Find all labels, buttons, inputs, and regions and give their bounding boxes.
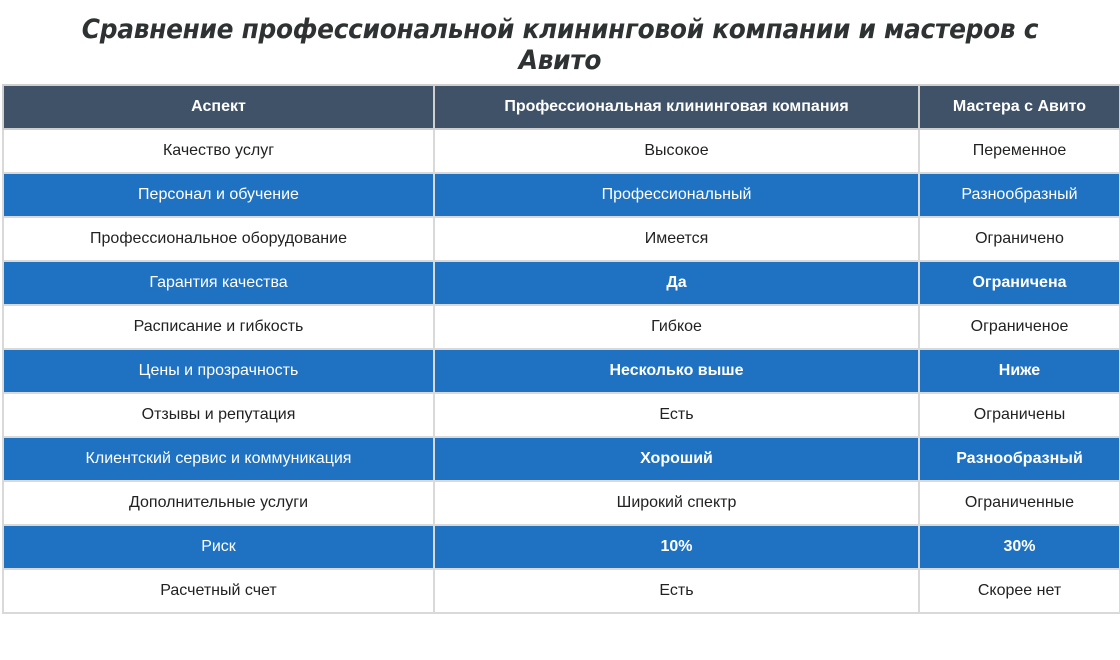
table-row — [3, 437, 1120, 481]
header-company: Профессиональная клининговая компания — [434, 85, 919, 129]
table-row — [3, 569, 1120, 613]
cell-aspect: Гарантия качества — [3, 261, 434, 305]
header-aspect: Аспект — [3, 85, 434, 129]
cell-aspect: Персонал и обучение — [3, 173, 434, 217]
cell-aspect: Цены и прозрачность — [3, 349, 434, 393]
cell-company: Профессиональный — [434, 173, 919, 217]
table-row — [3, 217, 1120, 261]
cell-avito: Ниже — [919, 349, 1120, 393]
cell-avito: Ограниченое — [919, 305, 1120, 349]
cell-company: Гибкое — [434, 305, 919, 349]
cell-company: Широкий спектр — [434, 481, 919, 525]
cell-avito: Ограниченные — [919, 481, 1120, 525]
cell-avito: Переменное — [919, 129, 1120, 173]
cell-avito: Разнообразный — [919, 173, 1120, 217]
cell-avito: Разнообразный — [919, 437, 1120, 481]
table-row — [3, 481, 1120, 525]
cell-aspect: Профессиональное оборудование — [3, 217, 434, 261]
cell-aspect: Расписание и гибкость — [3, 305, 434, 349]
cell-aspect: Отзывы и репутация — [3, 393, 434, 437]
table-row — [3, 305, 1120, 349]
cell-aspect: Риск — [3, 525, 434, 569]
cell-company: Да — [434, 261, 919, 305]
table-row — [3, 393, 1120, 437]
table-body — [3, 129, 1120, 613]
cell-company: Имеется — [434, 217, 919, 261]
cell-company: Есть — [434, 569, 919, 613]
cell-avito: Скорее нет — [919, 569, 1120, 613]
cell-aspect: Клиентский сервис и коммуникация — [3, 437, 434, 481]
table-row — [3, 349, 1120, 393]
cell-aspect: Качество услуг — [3, 129, 434, 173]
cell-avito: Ограничено — [919, 217, 1120, 261]
cell-avito: Ограничены — [919, 393, 1120, 437]
page-title: Сравнение профессиональной клининговой компании и мастеров с Авито — [81, 14, 1039, 76]
table-header-row — [3, 85, 1120, 129]
table-row — [3, 261, 1120, 305]
cell-aspect: Расчетный счет — [3, 569, 434, 613]
table-row — [3, 173, 1120, 217]
header-avito: Мастера с Авито — [919, 85, 1120, 129]
comparison-table — [2, 84, 1120, 614]
cell-avito: Ограничена — [919, 261, 1120, 305]
cell-aspect: Дополнительные услуги — [3, 481, 434, 525]
table-row — [3, 525, 1120, 569]
cell-company: Несколько выше — [434, 349, 919, 393]
cell-company: Высокое — [434, 129, 919, 173]
table-row — [3, 129, 1120, 173]
cell-company: Есть — [434, 393, 919, 437]
cell-avito: 30% — [919, 525, 1120, 569]
cell-company: 10% — [434, 525, 919, 569]
cell-company: Хороший — [434, 437, 919, 481]
